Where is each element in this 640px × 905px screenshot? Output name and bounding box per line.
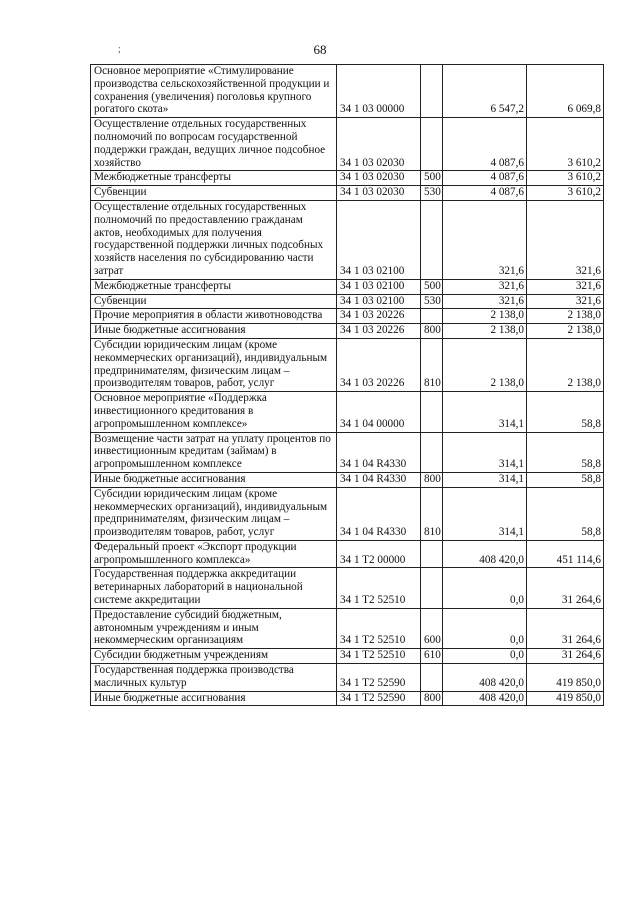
row-name-cell: Межбюджетные трансферты: [91, 279, 337, 294]
row-value-1-cell: 2 138,0: [443, 324, 527, 339]
row-expense-type-cell: 530: [421, 186, 443, 201]
row-value-2-cell: 321,6: [527, 200, 604, 279]
row-value-1-cell: 321,6: [443, 294, 527, 309]
row-expense-type-cell: [421, 540, 443, 568]
row-value-2-cell: 419 850,0: [527, 664, 604, 692]
row-value-1-cell: 314,1: [443, 472, 527, 487]
row-code-cell: 34 1 04 R4330: [337, 487, 421, 540]
row-code-cell: 34 1 03 20226: [337, 324, 421, 339]
row-value-1-cell: 321,6: [443, 200, 527, 279]
row-value-1-cell: 408 420,0: [443, 540, 527, 568]
row-code-cell: 34 1 03 00000: [337, 65, 421, 118]
row-expense-type-cell: 500: [421, 171, 443, 186]
row-code-cell: 34 1 03 02100: [337, 279, 421, 294]
row-value-2-cell: 321,6: [527, 279, 604, 294]
row-value-1-cell: 4 087,6: [443, 186, 527, 201]
row-name-cell: Прочие мероприятия в области животноводства: [91, 309, 337, 324]
table-row: [91, 487, 604, 540]
row-name-cell: Федеральный проект «Экспорт продукции агропромышленного комплекса»: [91, 540, 337, 568]
row-code-cell: 34 1 04 R4330: [337, 432, 421, 472]
row-value-1-cell: 6 547,2: [443, 65, 527, 118]
row-code-cell: 34 1 T2 52590: [337, 664, 421, 692]
row-value-1-cell: 314,1: [443, 432, 527, 472]
row-name-cell: Межбюджетные трансферты: [91, 171, 337, 186]
row-value-2-cell: 31 264,6: [527, 649, 604, 664]
row-expense-type-cell: 500: [421, 279, 443, 294]
row-code-cell: 34 1 T2 52510: [337, 649, 421, 664]
row-expense-type-cell: 800: [421, 472, 443, 487]
row-value-1-cell: 408 420,0: [443, 664, 527, 692]
row-code-cell: 34 1 T2 52510: [337, 608, 421, 648]
row-value-2-cell: 58,8: [527, 432, 604, 472]
row-code-cell: 34 1 T2 00000: [337, 540, 421, 568]
row-value-1-cell: 321,6: [443, 279, 527, 294]
row-expense-type-cell: 600: [421, 608, 443, 648]
row-expense-type-cell: 810: [421, 338, 443, 391]
row-expense-type-cell: 610: [421, 649, 443, 664]
row-name-cell: Субсидии юридическим лицам (кроме некоммерческих организаций), индивидуальным предпринимателям, физическим лицам – производителям товаров, работ, услуг: [91, 338, 337, 391]
table-row: [91, 392, 604, 432]
budget-table-body: [91, 65, 604, 706]
row-value-2-cell: 3 610,2: [527, 171, 604, 186]
row-expense-type-cell: [421, 568, 443, 608]
row-expense-type-cell: [421, 200, 443, 279]
row-value-2-cell: 31 264,6: [527, 568, 604, 608]
row-code-cell: 34 1 03 02030: [337, 118, 421, 171]
row-value-2-cell: 2 138,0: [527, 338, 604, 391]
table-row: [91, 568, 604, 608]
row-value-2-cell: 58,8: [527, 472, 604, 487]
row-name-cell: Государственная поддержка аккредитации ветеринарных лабораторий в национальной системе аккредитации: [91, 568, 337, 608]
row-name-cell: Иные бюджетные ассигнования: [91, 691, 337, 706]
row-expense-type-cell: 810: [421, 487, 443, 540]
row-value-2-cell: 3 610,2: [527, 186, 604, 201]
row-value-1-cell: 0,0: [443, 649, 527, 664]
page-number: 68: [313, 42, 327, 57]
row-value-2-cell: 6 069,8: [527, 65, 604, 118]
row-value-2-cell: 321,6: [527, 294, 604, 309]
row-expense-type-cell: [421, 309, 443, 324]
row-name-cell: Субсидии юридическим лицам (кроме некоммерческих организаций), индивидуальным предпринимателям, физическим лицам – производителям товаров, работ, услуг: [91, 487, 337, 540]
row-expense-type-cell: [421, 65, 443, 118]
row-name-cell: Предоставление субсидий бюджетным, автономным учреждениям и иным некоммерческим организациям: [91, 608, 337, 648]
table-row: [91, 309, 604, 324]
table-row: [91, 432, 604, 472]
row-name-cell: Субсидии бюджетным учреждениям: [91, 649, 337, 664]
row-value-2-cell: 2 138,0: [527, 309, 604, 324]
row-name-cell: Субвенции: [91, 186, 337, 201]
row-value-1-cell: 408 420,0: [443, 691, 527, 706]
row-value-1-cell: 4 087,6: [443, 118, 527, 171]
row-value-2-cell: 31 264,6: [527, 608, 604, 648]
row-value-1-cell: 0,0: [443, 608, 527, 648]
row-value-2-cell: 58,8: [527, 487, 604, 540]
table-row: [91, 279, 604, 294]
row-expense-type-cell: [421, 118, 443, 171]
row-name-cell: Основное мероприятие «Стимулирование производства сельскохозяйственной продукции и сохранения (увеличения) поголовья крупного рогатого скота»: [91, 65, 337, 118]
row-name-cell: Государственная поддержка производства масличных культур: [91, 664, 337, 692]
row-code-cell: 34 1 03 02030: [337, 171, 421, 186]
table-row: [91, 324, 604, 339]
row-value-1-cell: 0,0: [443, 568, 527, 608]
row-name-cell: Иные бюджетные ассигнования: [91, 324, 337, 339]
table-row: [91, 200, 604, 279]
row-value-1-cell: 4 087,6: [443, 171, 527, 186]
row-code-cell: 34 1 03 20226: [337, 338, 421, 391]
margin-mark: ;: [118, 44, 121, 55]
row-value-1-cell: 314,1: [443, 392, 527, 432]
row-expense-type-cell: 800: [421, 324, 443, 339]
row-value-2-cell: 3 610,2: [527, 118, 604, 171]
row-name-cell: Иные бюджетные ассигнования: [91, 472, 337, 487]
row-value-1-cell: 2 138,0: [443, 309, 527, 324]
row-value-2-cell: 419 850,0: [527, 691, 604, 706]
row-code-cell: 34 1 03 02100: [337, 200, 421, 279]
row-expense-type-cell: [421, 392, 443, 432]
row-name-cell: Субвенции: [91, 294, 337, 309]
table-row: [91, 186, 604, 201]
row-value-2-cell: 58,8: [527, 392, 604, 432]
row-value-2-cell: 2 138,0: [527, 324, 604, 339]
row-value-1-cell: 2 138,0: [443, 338, 527, 391]
row-expense-type-cell: [421, 432, 443, 472]
table-row: [91, 65, 604, 118]
row-name-cell: Осуществление отдельных государственных полномочий по вопросам государственной поддержки граждан, ведущих личное подсобное хозяйство: [91, 118, 337, 171]
table-row: [91, 118, 604, 171]
row-code-cell: 34 1 T2 52510: [337, 568, 421, 608]
row-code-cell: 34 1 04 R4330: [337, 472, 421, 487]
row-name-cell: Возмещение части затрат на уплату процентов по инвестиционным кредитам (займам) в агропромышленном комплексе: [91, 432, 337, 472]
row-code-cell: 34 1 03 20226: [337, 309, 421, 324]
row-code-cell: 34 1 03 02100: [337, 294, 421, 309]
table-row: [91, 691, 604, 706]
row-expense-type-cell: 530: [421, 294, 443, 309]
row-code-cell: 34 1 T2 52590: [337, 691, 421, 706]
table-row: [91, 171, 604, 186]
table-row: [91, 540, 604, 568]
row-expense-type-cell: [421, 664, 443, 692]
row-name-cell: Осуществление отдельных государственных полномочий по предоставлению гражданам актов, необходимых для получения государственной поддержки личных подсобных хозяйств населения по субсидированию части затрат: [91, 200, 337, 279]
row-code-cell: 34 1 03 02030: [337, 186, 421, 201]
table-row: [91, 338, 604, 391]
table-row: [91, 472, 604, 487]
row-code-cell: 34 1 04 00000: [337, 392, 421, 432]
row-name-cell: Основное мероприятие «Поддержка инвестиционного кредитования в агропромышленном комплексе»: [91, 392, 337, 432]
row-expense-type-cell: 800: [421, 691, 443, 706]
table-row: [91, 294, 604, 309]
row-value-1-cell: 314,1: [443, 487, 527, 540]
table-row: [91, 664, 604, 692]
row-value-2-cell: 451 114,6: [527, 540, 604, 568]
budget-table: [90, 64, 604, 706]
table-row: [91, 608, 604, 648]
table-row: [91, 649, 604, 664]
